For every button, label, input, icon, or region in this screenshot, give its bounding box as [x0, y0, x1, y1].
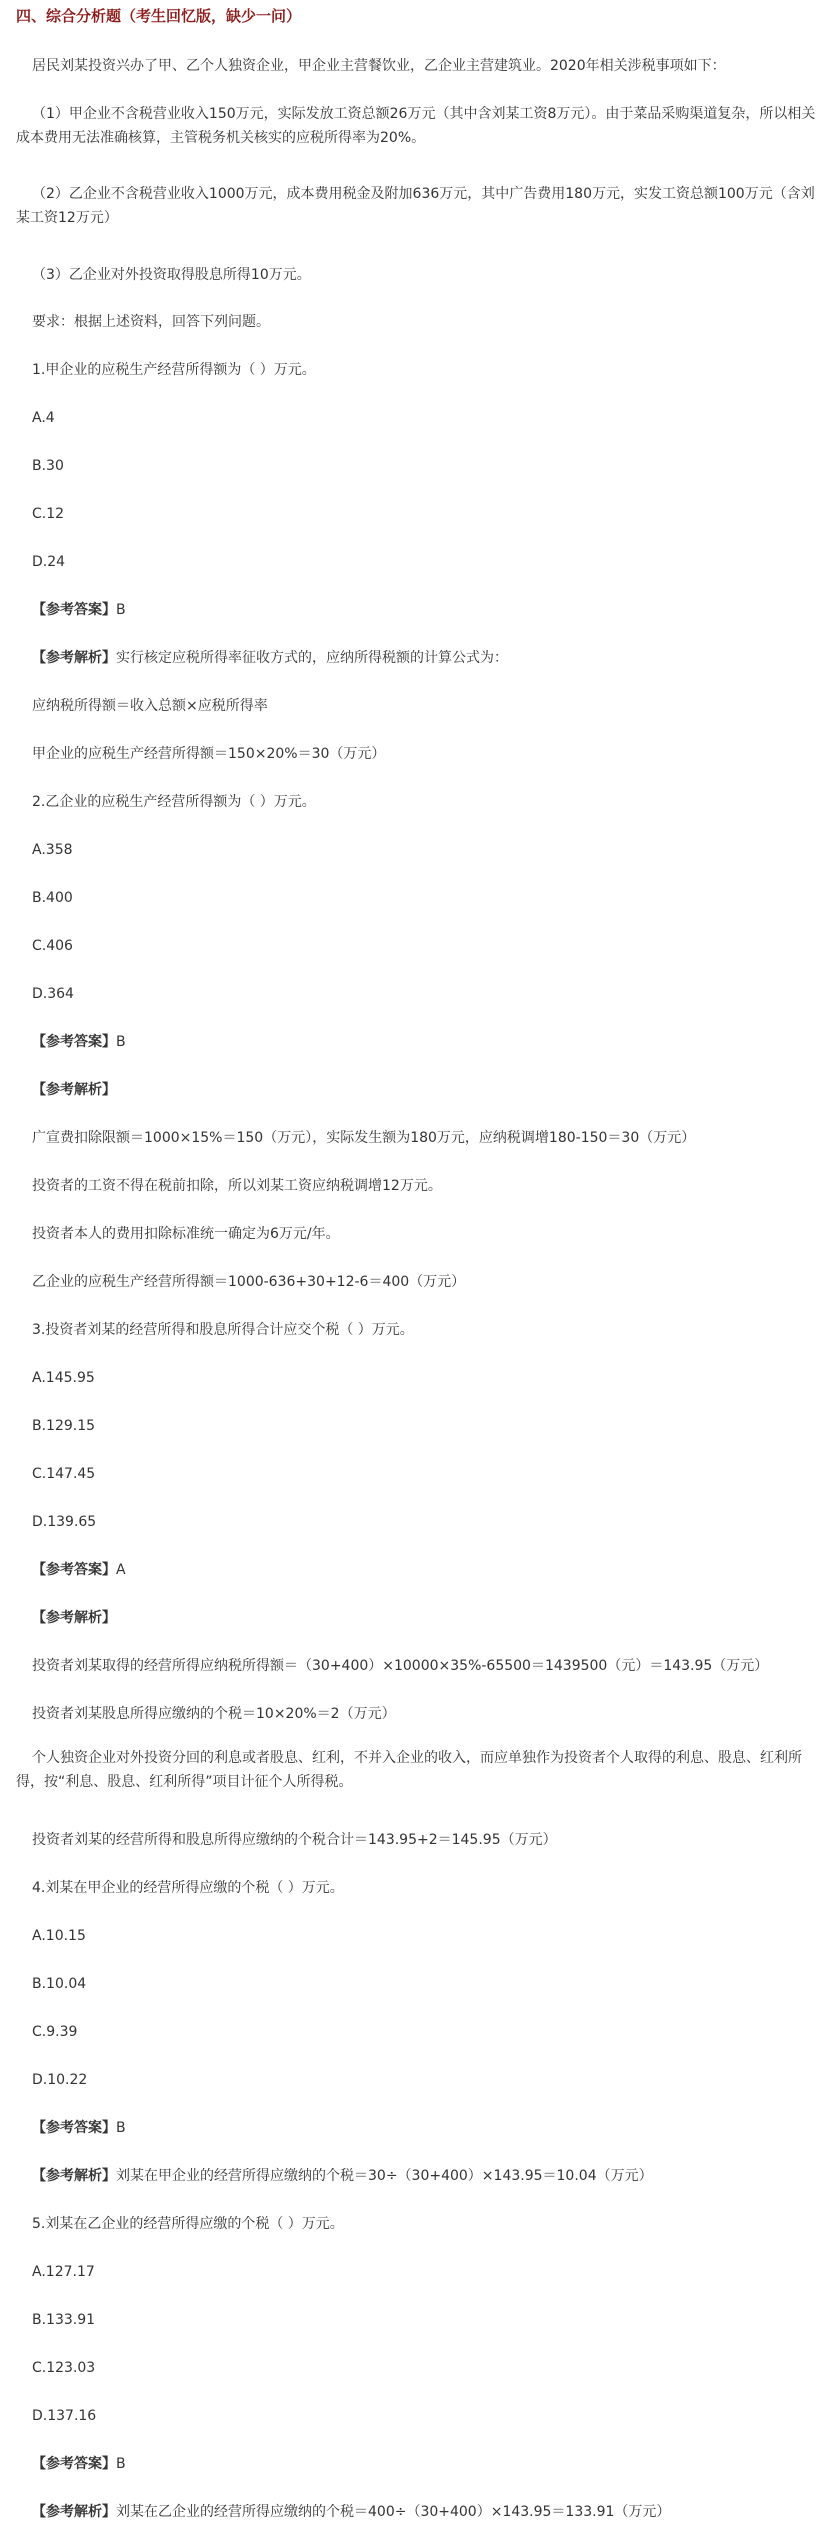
answer-label: 【参考答案】 — [32, 2456, 116, 2472]
requirement-text: 要求：根据上述资料，回答下列问题。 — [32, 314, 270, 330]
question-3-analysis-line-2: 投资者刘某股息所得应缴纳的个税＝10×20%＝2（万元） — [32, 1706, 396, 1722]
section-title: 四、综合分析题（考生回忆版，缺少一问） — [16, 7, 302, 25]
question-5-option-b: B.133.91 — [32, 2312, 96, 2328]
answer-value: B — [116, 602, 126, 618]
question-3-analysis-line-4: 投资者刘某的经营所得和股息所得应缴纳的个税合计＝143.95+2＝145.95（万元） — [32, 1832, 557, 1848]
question-2-option-c: C.406 — [32, 938, 73, 954]
question-4-answer — [32, 2118, 836, 2138]
analysis-label: 【参考解析】 — [32, 2504, 116, 2520]
question-3-option-a: A.145.95 — [32, 1370, 95, 1386]
analysis-label: 【参考解析】 — [32, 1082, 116, 1098]
analysis-label: 【参考解析】 — [32, 1610, 116, 1626]
question-3-option-c: C.147.45 — [32, 1466, 96, 1482]
question-2-option-d: D.364 — [32, 986, 74, 1002]
question-1-option-a: A.4 — [32, 410, 55, 426]
question-4-option-b: B.10.04 — [32, 1976, 87, 1992]
question-3-analysis — [32, 1608, 836, 1628]
question-3-answer — [32, 1560, 836, 1580]
answer-value: A — [116, 1562, 126, 1578]
question-2-analysis — [32, 1080, 836, 1100]
question-1-option-b: B.30 — [32, 458, 64, 474]
answer-label: 【参考答案】 — [32, 2120, 116, 2136]
analysis-label: 【参考解析】 — [32, 650, 116, 666]
question-2-option-a: A.358 — [32, 842, 73, 858]
question-1-option-d: D.24 — [32, 554, 66, 570]
question-2-option-b: B.400 — [32, 890, 73, 906]
question-1-analysis-line-1: 应纳税所得额＝收入总额×应税所得率 — [32, 698, 268, 714]
question-1-analysis-line-2: 甲企业的应税生产经营所得额＝150×20%＝30（万元） — [32, 746, 386, 762]
question-4-option-a: A.10.15 — [32, 1928, 86, 1944]
fact-1: （1）甲企业不含税营业收入150万元，实际发放工资总额26万元（其中含刘某工资8万元）。由于菜品采购渠道复杂，所以相关成本费用无法准确核算，主管税务机关核实的应税所得率为20%。 — [16, 106, 816, 146]
question-5-option-a: A.127.17 — [32, 2264, 95, 2280]
question-1-stem: 1.甲企业的应税生产经营所得额为（ ）万元。 — [32, 362, 316, 378]
question-1-analysis — [32, 648, 836, 668]
analysis-inline: 刘某在乙企业的经营所得应缴纳的个税＝400÷（30+400）×143.95＝133.91（万元） — [116, 2504, 671, 2520]
answer-label: 【参考答案】 — [32, 1562, 116, 1578]
analysis-inline: 实行核定应税所得率征收方式的，应纳所得税额的计算公式为： — [116, 650, 508, 666]
question-2-analysis-line-4: 乙企业的应税生产经营所得额＝1000-636+30+12-6＝400（万元） — [32, 1274, 466, 1290]
answer-value: B — [116, 2120, 126, 2136]
analysis-inline: 刘某在甲企业的经营所得应缴纳的个税＝30÷（30+400）×143.95＝10.04（万元） — [116, 2168, 653, 2184]
question-5-option-d: D.137.16 — [32, 2408, 97, 2424]
intro-paragraph: 居民刘某投资兴办了甲、乙个人独资企业，甲企业主营餐饮业，乙企业主营建筑业。2020年相关涉税事项如下： — [32, 58, 726, 74]
question-5-stem: 5.刘某在乙企业的经营所得应缴的个税（ ）万元。 — [32, 2216, 344, 2232]
question-3-option-b: B.129.15 — [32, 1418, 96, 1434]
question-2-analysis-line-1: 广宣费扣除限额＝1000×15%＝150（万元），实际发生额为180万元，应纳税调增180-150＝30（万元） — [32, 1130, 696, 1146]
question-3-analysis-line-1: 投资者刘某取得的经营所得应纳税所得额＝（30+400）×10000×35%-65500＝1439500（元）＝143.95（万元） — [32, 1658, 769, 1674]
answer-label: 【参考答案】 — [32, 1034, 116, 1050]
answer-value: B — [116, 2456, 126, 2472]
question-3-option-d: D.139.65 — [32, 1514, 97, 1530]
question-1-answer — [32, 600, 836, 620]
question-3-stem: 3.投资者刘某的经营所得和股息所得合计应交个税（ ）万元。 — [32, 1322, 414, 1338]
analysis-label: 【参考解析】 — [32, 2168, 116, 2184]
fact-2: （2）乙企业不含税营业收入1000万元，成本费用税金及附加636万元，其中广告费用180万元，实发工资总额100万元（含刘某工资12万元） — [16, 186, 815, 226]
question-4-analysis — [32, 2166, 836, 2186]
answer-value: B — [116, 1034, 126, 1050]
question-5-option-c: C.123.03 — [32, 2360, 96, 2376]
question-4-option-d: D.10.22 — [32, 2072, 88, 2088]
question-2-analysis-line-2: 投资者的工资不得在税前扣除，所以刘某工资应纳税调增12万元。 — [32, 1178, 442, 1194]
question-1-option-c: C.12 — [32, 506, 65, 522]
question-2-stem: 2.乙企业的应税生产经营所得额为（ ）万元。 — [32, 794, 316, 810]
question-4-option-c: C.9.39 — [32, 2024, 78, 2040]
fact-3: （3）乙企业对外投资取得股息所得10万元。 — [32, 267, 311, 283]
question-3-analysis-line-3: 个人独资企业对外投资分回的利息或者股息、红利，不并入企业的收入，而应单独作为投资者个人取得的利息、股息、红利所得，按“利息、股息、红利所得”项目计征个人所得税。 — [16, 1750, 802, 1790]
question-5-analysis — [32, 2502, 836, 2522]
question-2-answer — [32, 1032, 836, 1052]
question-2-analysis-line-3: 投资者本人的费用扣除标准统一确定为6万元/年。 — [32, 1226, 340, 1242]
question-4-stem: 4.刘某在甲企业的经营所得应缴的个税（ ）万元。 — [32, 1880, 344, 1896]
answer-label: 【参考答案】 — [32, 602, 116, 618]
question-5-answer — [32, 2454, 836, 2474]
